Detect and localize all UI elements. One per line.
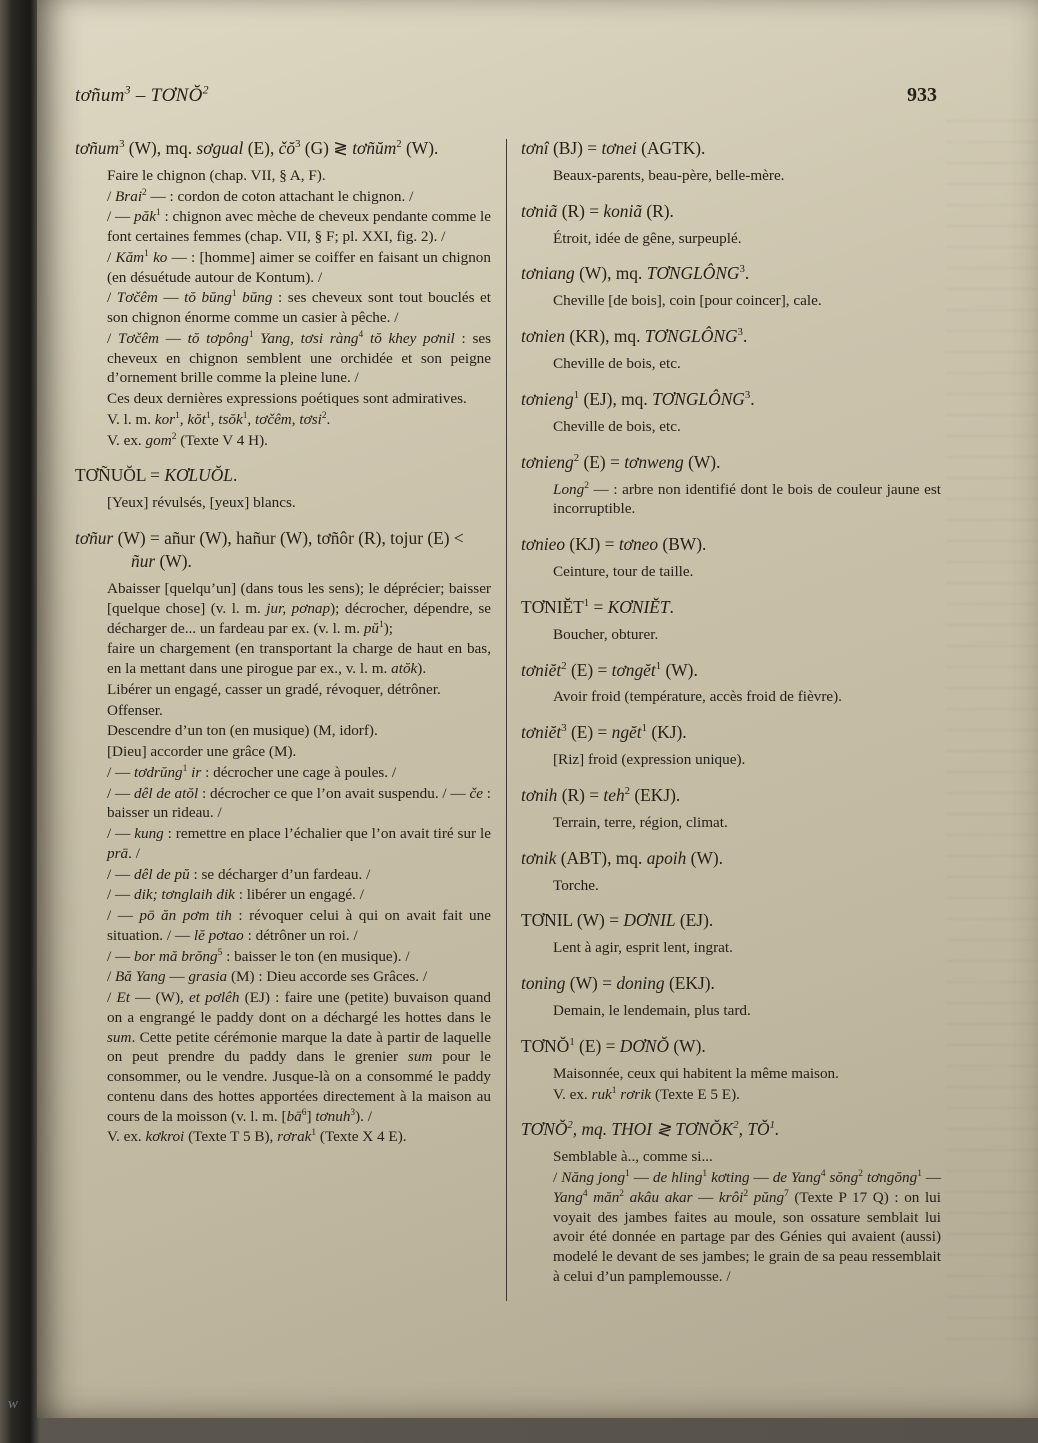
entry-definition: / Tơčêm — tŏ bŭng$^1$ bŭng : ses cheveux sont tout bouclés et son chignon énorme comme un casier à pêche. / bbox=[107, 289, 492, 327]
page-header bbox=[75, 84, 941, 107]
entry-definition: [Yeux] révulsés, [yeux] blancs. bbox=[107, 494, 296, 512]
dictionary-entry bbox=[521, 137, 941, 186]
entry-definition: Beaux-parents, beau-père, belle-mère. bbox=[553, 166, 785, 184]
dictionary-entry bbox=[521, 721, 941, 770]
entry-definition: V. ex. gom$^2$ (Texte V 4 H). bbox=[107, 431, 268, 449]
right-column bbox=[521, 137, 941, 1301]
dictionary-entry bbox=[521, 909, 941, 958]
entry-definition: / Bă Yang — grasia (M) : Dieu accorde ses Grâces. / bbox=[107, 968, 428, 986]
entry-definition: / — păk$^1$ : chignon avec mèche de cheveux pendante comme le font certaines femmes (chap. VII, § F; pl. XXI, fig. 2). / bbox=[107, 208, 491, 246]
entry-definition: Semblable à.., comme si... bbox=[553, 1148, 713, 1166]
entry-definition: Étroit, idée de gêne, surpeuplé. bbox=[553, 229, 742, 247]
entry-definition: Terrain, terre, région, climat. bbox=[553, 813, 728, 831]
dictionary-entry bbox=[521, 659, 941, 708]
entry-definition: Cheville [de bois], coin [pour coincer], cale. bbox=[553, 292, 822, 310]
page-content bbox=[37, 0, 1038, 1418]
entry-definition: Descendre d’un ton (en musique) (M, idorf). bbox=[107, 722, 378, 740]
entry-headword: tơniĕt$^2$ (E) = tơngĕt$^1$ (W). bbox=[521, 659, 698, 680]
dictionary-entry bbox=[521, 388, 941, 437]
entry-headword: tơnik (ABT), mq. apoih (W). bbox=[521, 847, 724, 868]
dictionary-columns bbox=[75, 137, 1038, 1301]
entry-definition: V. ex. ruk$^1$ rơrik (Texte E 5 E). bbox=[553, 1085, 740, 1103]
entry-definition: / — bor mă brŏng$^5$ : baisser le ton (en musique). / bbox=[107, 947, 410, 965]
entry-headword: tơñur (W) = añur (W), hañur (W), tơñôr (R), tojur (E) < ñur (W). bbox=[75, 528, 464, 572]
entry-definition: Ces deux dernières expressions poétiques sont admiratives. bbox=[107, 390, 467, 408]
entry-definition: Long$^2$ — : arbre non identifié dont le bois de couleur jaune est incorruptible. bbox=[553, 480, 941, 518]
column-divider bbox=[506, 139, 507, 1301]
dictionary-entry bbox=[75, 527, 491, 1147]
entry-definition: Torche. bbox=[553, 876, 599, 894]
entry-definition: Faire le chignon (chap. VII, § A, F). bbox=[107, 166, 326, 184]
entry-definition: V. l. m. kor$^1$, kŏt$^1$, tsŏk$^1$, tơčêm, tơsi$^2$. bbox=[107, 410, 331, 428]
entry-definition: V. ex. kơkroi (Texte T 5 B), rơrak$^1$ (Texte X 4 E). bbox=[107, 1128, 407, 1146]
dictionary-entry bbox=[521, 451, 941, 519]
entry-definition: / — dêl de atŏl : décrocher ce que l’on avait suspendu. / — če : baisser un rideau. / bbox=[107, 784, 491, 822]
entry-headword: tơnien (KR), mq. TƠNGLÔNG$^3$. bbox=[521, 326, 748, 347]
entry-headword: TƠNŎ$^2$, mq. THOI ≷ TƠNŎK$^2$, $TŎ^1$. bbox=[521, 1119, 780, 1140]
entry-definition: Libérer un engagé, casser un gradé, révoquer, détrôner. bbox=[107, 680, 441, 698]
entry-definition: / Kăm$^1$ ko — : [homme] aimer se coiffer en faisant un chignon (en désuétude autour de Kontum). / bbox=[107, 248, 491, 286]
entry-headword: toning (W) = doning (EKJ). bbox=[521, 973, 715, 994]
dictionary-entry bbox=[521, 325, 941, 374]
entry-headword: tơnih (R) = teh$^2$ (EKJ). bbox=[521, 784, 681, 805]
dictionary-entry bbox=[521, 1035, 941, 1104]
page-number: 933 bbox=[907, 84, 937, 106]
entry-headword: tơnieng$^2$ (E) = tơnweng (W). bbox=[521, 451, 721, 472]
entry-definition: Cheville de bois, etc. bbox=[553, 355, 681, 373]
entry-definition: Cheville de bois, etc. bbox=[553, 417, 681, 435]
entry-definition: / Tơčêm — tŏ tơpông$^1$ Yang, tơsi ràng$^4$ tŏ khey pơnil : ses cheveux en chignon semblent une orchidée et son peigne d’ornement brille comme la pleine lune. / bbox=[107, 329, 492, 387]
entry-headword: tơñum$^3$ (W), mq. sơgual (E), $čŏ^3$ (G) ≷ tơñŭm$^2$ (W). bbox=[75, 138, 439, 158]
paper bbox=[37, 0, 1038, 1418]
entry-definition: [Riz] froid (expression unique). bbox=[553, 751, 746, 769]
entry-definition: / Năng jong$^1$ — de hling$^1$ kơting — de Yang$^4$ sŏng$^2$ tơngŏng$^1$ — Yang$^4$ măn$^2$ akâu akar — krôi$^2$ pŭng$^7$ (Texte P 17 Q) : on lui voyait des jambes faites au moule, son ossature semblait lui avoir été donnée en partage par des Génies qui avaient (aussi) modelé le devant de ses jambes; le grain de sa peau ressemblait à celui d’un pamplemousse. / bbox=[553, 1168, 942, 1285]
entry-definition: / — kung : remettre en place l’échalier que l’on avait tiré sur le prā. / bbox=[107, 825, 491, 862]
dictionary-entry bbox=[521, 262, 941, 311]
entry-definition: / — tơdrŭng$^1$ ir : décrocher une cage à poules. / bbox=[107, 763, 397, 781]
entry-headword: TƠNIL (W) = DƠNIL (EJ). bbox=[521, 910, 714, 931]
entry-definition: Demain, le lendemain, plus tard. bbox=[553, 1002, 751, 1020]
entry-definition: Abaisser [quelqu’un] (dans tous les sens); le déprécier; baisser [quelque chose] (v. l. m. jur, pơnap); décrocher, dépendre, se décharger de... un fardeau par ex. (v. l. m. $pŭ^1$); bbox=[107, 580, 491, 637]
dictionary-entry bbox=[521, 847, 941, 896]
entry-headword: tơnieo (KJ) = tơneo (BW). bbox=[521, 534, 707, 555]
entry-definition: Maisonnée, ceux qui habitent la même maison. bbox=[553, 1064, 839, 1082]
entry-headword: tơniã (R) = koniã (R). bbox=[521, 200, 674, 221]
entry-headword: tơnî (BJ) = tơnei (AGTK). bbox=[521, 138, 706, 158]
dictionary-entry bbox=[75, 137, 491, 450]
dictionary-entry bbox=[521, 784, 941, 833]
entry-definition: Offenser. bbox=[107, 701, 163, 719]
dictionary-entry bbox=[521, 596, 941, 645]
entry-headword: tơnieng$^1$ (EJ), mq. TƠNGLÔNG$^3$. bbox=[521, 388, 755, 409]
dictionary-entry bbox=[75, 464, 491, 513]
entry-headword: $TƠNIĔT^1$ = KƠNIĔT. bbox=[521, 596, 674, 617]
corner-mark: w bbox=[8, 1396, 19, 1412]
entry-definition: / — pō ăn pơm tih : révoquer celui à qui on avait fait une situation. / — lĕ pơtao : détrôner un roi. / bbox=[107, 907, 491, 944]
entry-definition: Lent à agir, esprit lent, ingrat. bbox=[553, 939, 733, 957]
entry-headword: tơniang (W), mq. TƠNGLÔNG$^3$. bbox=[521, 263, 750, 284]
entry-definition: / Brai$^2$ — : cordon de coton attachant le chignon. / bbox=[107, 187, 414, 205]
entry-definition: / — dik; tơnglaih dik : libérer un engagé. / bbox=[107, 886, 364, 904]
dictionary-entry bbox=[521, 1118, 941, 1286]
running-title: tơñum$^3$ – TƠNŎ$^2$ bbox=[75, 83, 209, 106]
dictionary-entry bbox=[521, 200, 941, 249]
entry-definition: [Dieu] accorder une grâce (M). bbox=[107, 743, 297, 761]
dictionary-entry bbox=[521, 533, 941, 582]
entry-definition: / Et — (W), et pơlêh (EJ) : faire une (petite) buvaison quand on a engrangé le paddy dont on a déchargé les hottes dans le sum. Cette petite cérémonie marque la date à partir de laquelle on peut prendre du paddy dans le grenier sum pour le consommer, ou le vendre. Jusque-là on a consommé le paddy contenu dans des hottes apportées directement à la maison au cours de la moisson (v. l. m. $[bā^6]$ tơnuh$^3$). / bbox=[107, 989, 492, 1125]
entry-definition: faire un chargement (en transportant la charge de haut en bas, en la mettant dans une pirogue par ex., v. l. m. atŏk). bbox=[107, 640, 491, 678]
entry-headword: tơniĕt$^3$ (E) = ngĕt$^1$ (KJ). bbox=[521, 722, 687, 743]
entry-headword: TƠNŎ$^1$ (E) = DƠNŎ (W). bbox=[521, 1035, 706, 1056]
entry-definition: / — dêl de pŭ : se décharger d’un fardeau. / bbox=[107, 865, 371, 883]
entry-definition: Avoir froid (température, accès froid de fièvre). bbox=[553, 688, 842, 706]
left-column bbox=[75, 137, 491, 1301]
dictionary-entry bbox=[521, 972, 941, 1021]
entry-definition: Boucher, obturer. bbox=[553, 625, 659, 643]
entry-definition: Ceinture, tour de taille. bbox=[553, 563, 694, 581]
entry-headword: TƠÑUŎL = KƠLUŎL. bbox=[75, 465, 238, 486]
